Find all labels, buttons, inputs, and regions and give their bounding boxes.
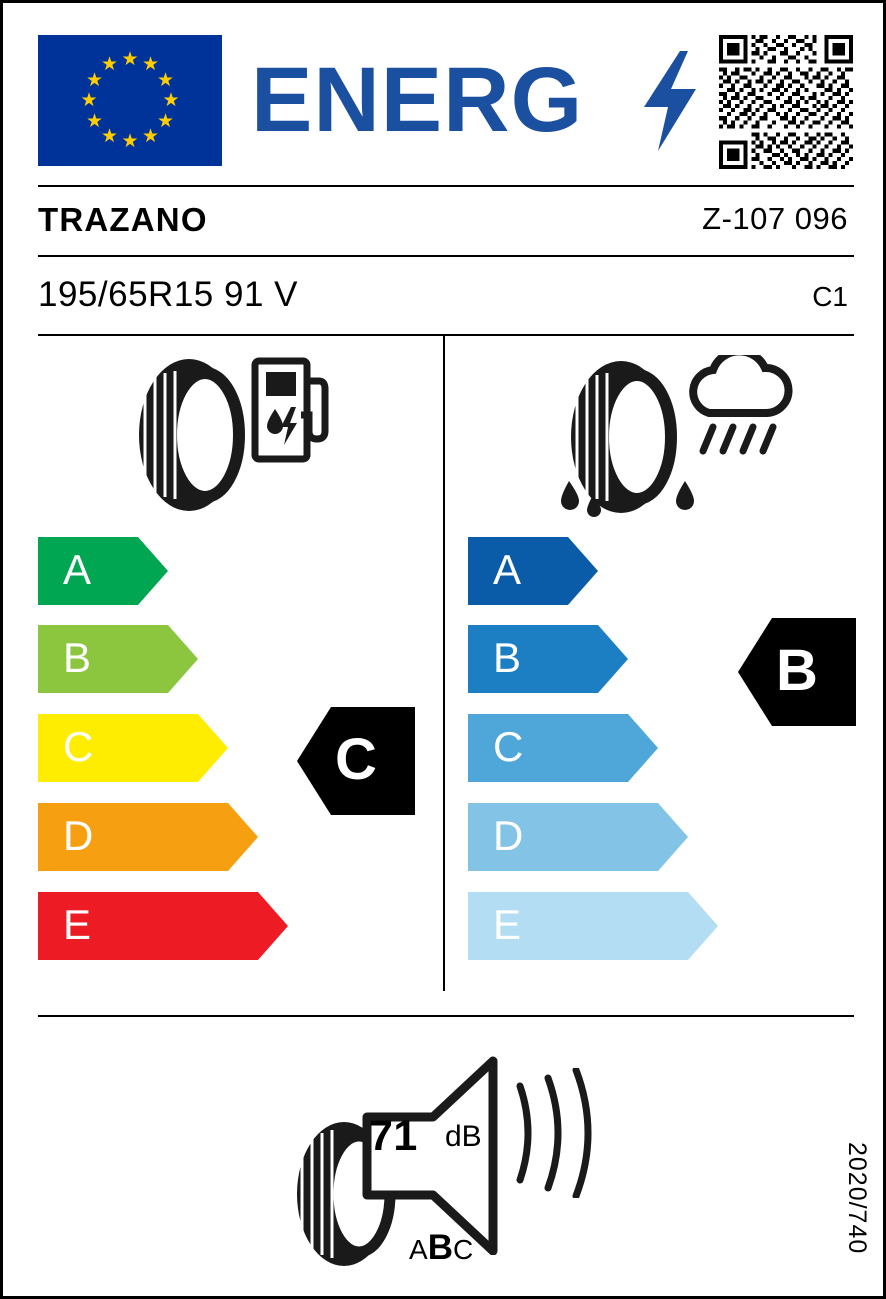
fuel-grade-A-letter: A (63, 546, 92, 594)
eu-star-icon: ★ (101, 125, 119, 147)
tyre-size: 195/65R15 91 V (38, 275, 298, 314)
eu-star-icon: ★ (80, 90, 98, 111)
eu-star-icon: ★ (121, 49, 139, 70)
noise-class-b: B (427, 1228, 453, 1267)
fuel-grade-B (38, 625, 198, 693)
wet-grade-B-letter: B (493, 634, 522, 682)
fuel-grade-C-letter: C (63, 723, 94, 771)
eu-star-icon: ★ (85, 110, 104, 132)
sound-waves-icon (508, 1068, 598, 1198)
noise-value: 71 (369, 1112, 418, 1160)
model-code: Z-107 096 (702, 201, 848, 236)
rain-cloud-icon (679, 355, 799, 465)
eu-star-icon: ★ (157, 69, 175, 91)
fuel-result-badge (297, 707, 415, 815)
fuel-grade-A (38, 537, 168, 605)
eu-star-icon: ★ (121, 131, 139, 152)
fuel-grade-E-letter: E (63, 901, 92, 949)
noise-class-scale (409, 1228, 473, 1268)
divider-brand (38, 255, 854, 257)
eu-star-icon: ★ (85, 69, 104, 91)
noise-unit: dB (445, 1120, 482, 1153)
wet-result-letter: B (776, 637, 818, 703)
eu-star-icon: ★ (142, 125, 160, 147)
eu-star-icon: ★ (157, 110, 175, 132)
qr-code-icon (719, 35, 853, 169)
eu-star-icon: ★ (162, 90, 180, 111)
wet-result-badge (738, 618, 856, 726)
divider-noise (38, 1015, 854, 1017)
eu-star-icon: ★ (142, 54, 160, 76)
wet-grade-A-letter: A (493, 546, 522, 594)
fuel-grade-D-letter: D (63, 812, 94, 860)
fuel-grade-E (38, 892, 288, 960)
tyre-class: C1 (812, 281, 848, 312)
divider-size (38, 334, 854, 336)
eu-flag-icon (38, 35, 222, 166)
label-header (3, 3, 886, 183)
fuel-grade-D (38, 803, 258, 871)
regulation-reference: 2020/740 (843, 1141, 871, 1254)
fuel-pump-icon (251, 355, 331, 465)
fuel-grade-C (38, 714, 228, 782)
fuel-result-letter: C (335, 726, 377, 792)
noise-class-c: C (452, 1234, 474, 1265)
wet-grade-C (468, 714, 658, 782)
brand-name: TRAZANO (38, 201, 208, 238)
eu-star-icon: ★ (101, 54, 119, 76)
fuel-grade-B-letter: B (63, 634, 92, 682)
wet-grade-D (468, 803, 688, 871)
wet-grade-E (468, 892, 718, 960)
wet-grade-E-letter: E (493, 901, 522, 949)
lightning-bolt-icon (644, 51, 696, 151)
divider-header (38, 185, 854, 187)
panel-divider (443, 336, 445, 991)
wet-grade-C-letter: C (493, 723, 524, 771)
wet-grade-D-letter: D (493, 812, 524, 860)
page-title: ENERG (251, 49, 584, 151)
wet-grade-B (468, 625, 628, 693)
noise-class-a: A (409, 1234, 428, 1265)
wet-grade-A (468, 537, 598, 605)
